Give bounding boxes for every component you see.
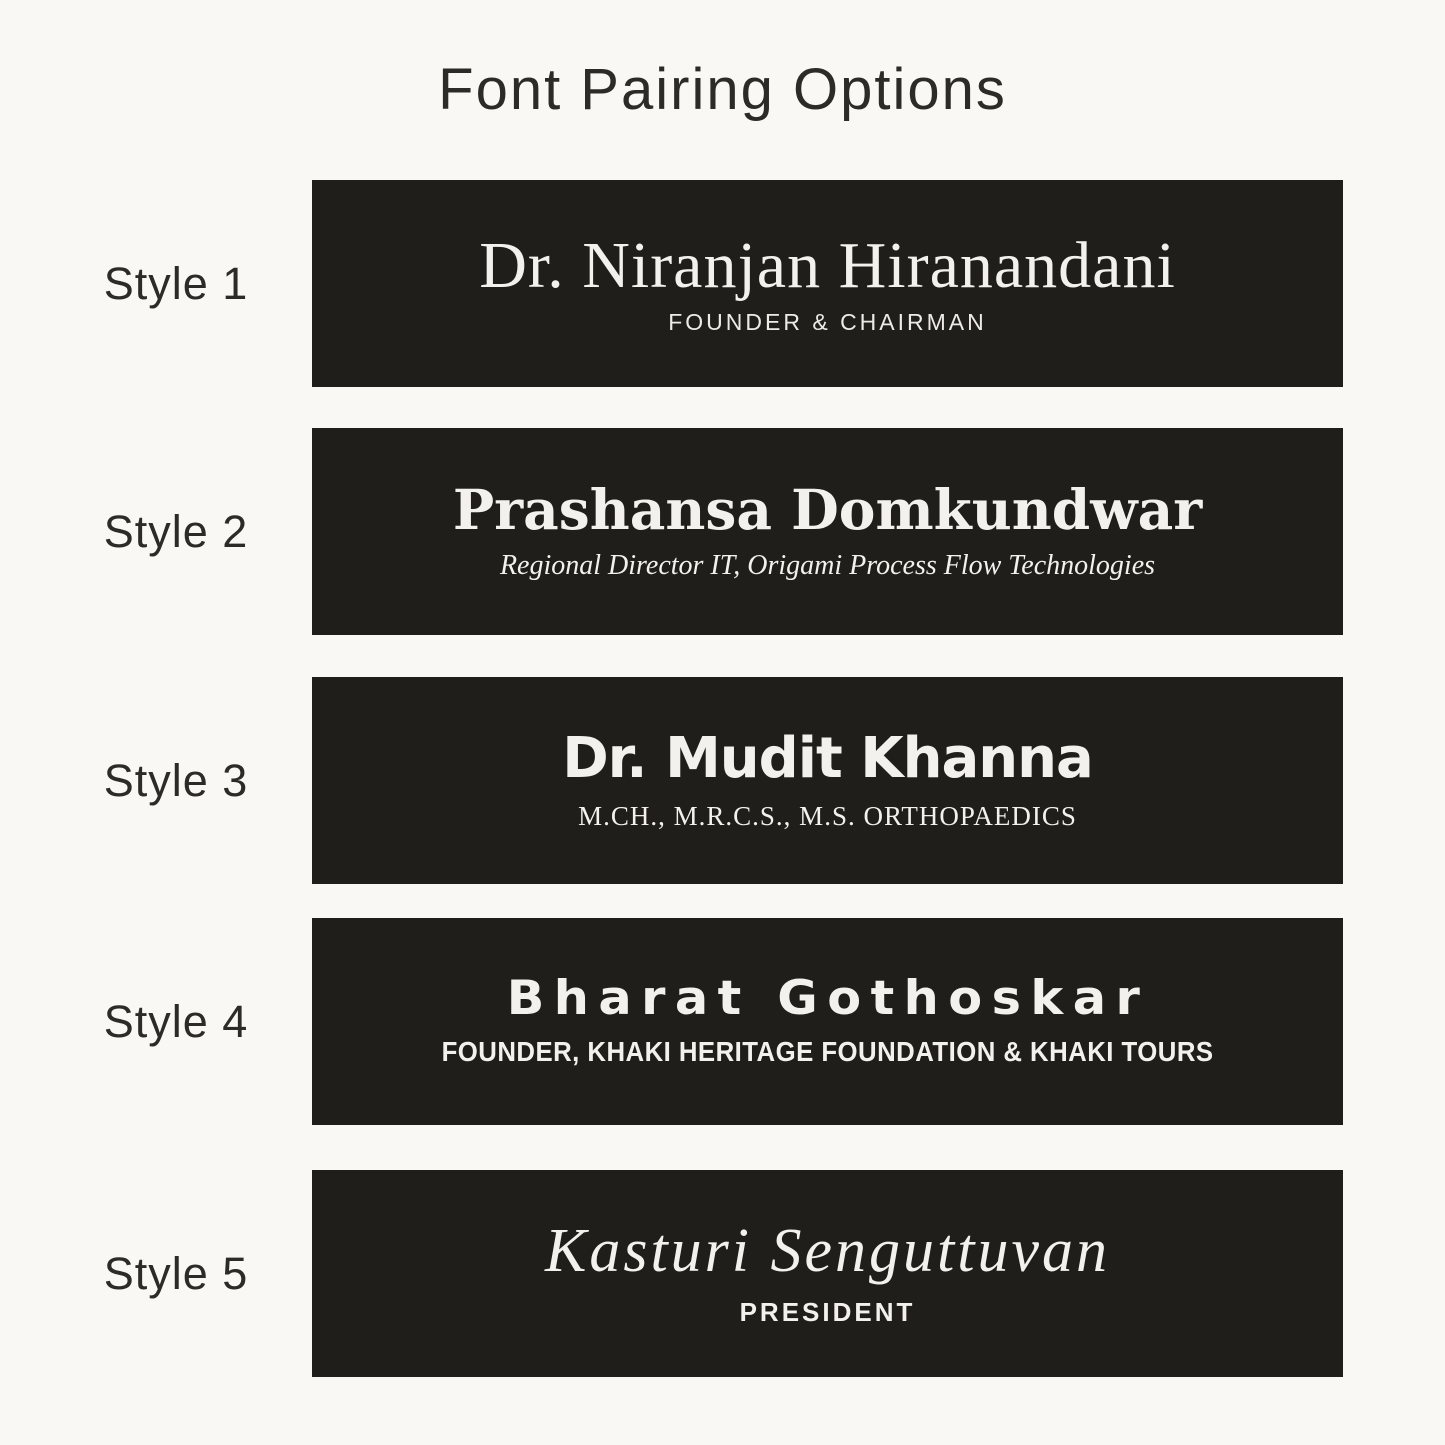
style-5-subtitle: PRESIDENT <box>739 1297 916 1328</box>
style-3-label: Style 3 <box>103 754 249 806</box>
style-3-name: Dr. Mudit Khanna <box>562 726 1093 792</box>
style-2-nameplate-banner <box>312 428 1343 635</box>
style-row-3 <box>0 677 1445 884</box>
style-4-nameplate-banner <box>312 918 1343 1125</box>
style-4-name: Bharat Gothoskar <box>506 971 1149 1027</box>
style-row-4 <box>0 918 1445 1125</box>
style-5-nameplate-banner <box>312 1170 1343 1377</box>
page-title: Font Pairing Options <box>438 57 1007 122</box>
style-4-label: Style 4 <box>103 995 249 1047</box>
style-2-label: Style 2 <box>103 505 249 557</box>
style-2-name: Prashansa Domkundwar <box>452 477 1203 542</box>
style-5-label: Style 5 <box>103 1247 249 1299</box>
style-5-name: Kasturi Senguttuvan <box>544 1217 1111 1286</box>
style-1-label: Style 1 <box>103 257 249 309</box>
style-1-nameplate-banner <box>312 180 1343 387</box>
style-1-name: Dr. Niranjan Hiranandani <box>479 229 1176 303</box>
style-4-subtitle: FOUNDER, KHAKI HERITAGE FOUNDATION & KHAKI TOURS <box>441 1036 1214 1068</box>
style-row-2 <box>0 428 1445 635</box>
style-2-subtitle: Regional Director IT, Origami Process Flow Technologies <box>499 550 1156 582</box>
style-3-subtitle: M.CH., M.R.C.S., M.S. ORTHOPAEDICS <box>578 800 1077 831</box>
style-row-1 <box>0 180 1445 387</box>
style-1-subtitle: FOUNDER & CHAIRMAN <box>668 309 987 336</box>
style-3-nameplate-banner <box>312 677 1343 884</box>
style-row-5 <box>0 1170 1445 1377</box>
